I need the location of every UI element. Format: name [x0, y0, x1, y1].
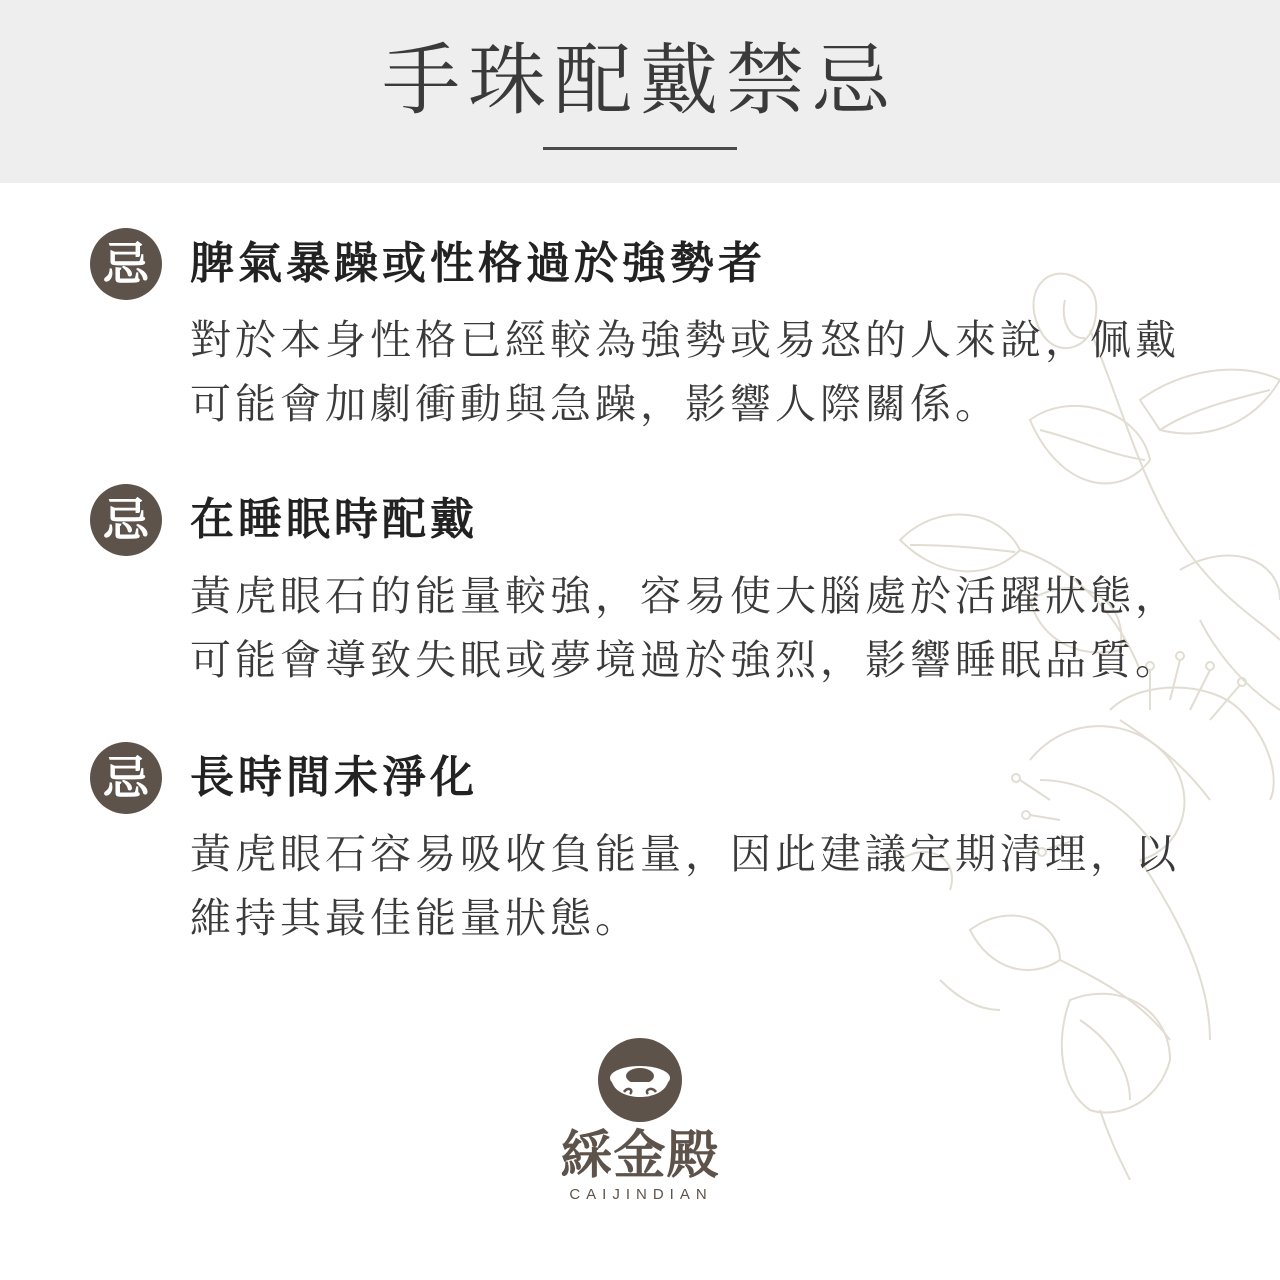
taboo-badge: 忌	[90, 742, 162, 814]
taboo-heading: 在睡眠時配戴	[190, 494, 478, 545]
taboo-description: 黃虎眼石容易吸收負能量，因此建議定期清理，以維持其最佳能量狀態。	[190, 830, 1180, 942]
taboo-badge: 忌	[90, 228, 162, 300]
brand-logo	[560, 1036, 730, 1206]
brand-subtitle: CAIJINDIAN	[569, 1186, 713, 1203]
taboo-heading: 脾氣暴躁或性格過於強勢者	[190, 238, 766, 289]
title-underline	[543, 147, 737, 150]
ingot-emblem-icon	[596, 1036, 684, 1124]
header-band	[0, 0, 1280, 183]
taboo-description: 黃虎眼石的能量較強，容易使大腦處於活躍狀態，可能會導致失眠或夢境過於強烈，影響睡眠品質。	[190, 572, 1180, 684]
brand-name: 綵金殿	[560, 1126, 720, 1186]
taboo-description: 對於本身性格已經較為強勢或易怒的人來說，佩戴可能會加劇衝動與急躁，影響人際關係。	[190, 316, 1180, 428]
page-title: 手珠配戴禁忌	[381, 36, 898, 126]
taboo-heading: 長時間未淨化	[190, 752, 478, 803]
taboo-badge: 忌	[90, 484, 162, 556]
